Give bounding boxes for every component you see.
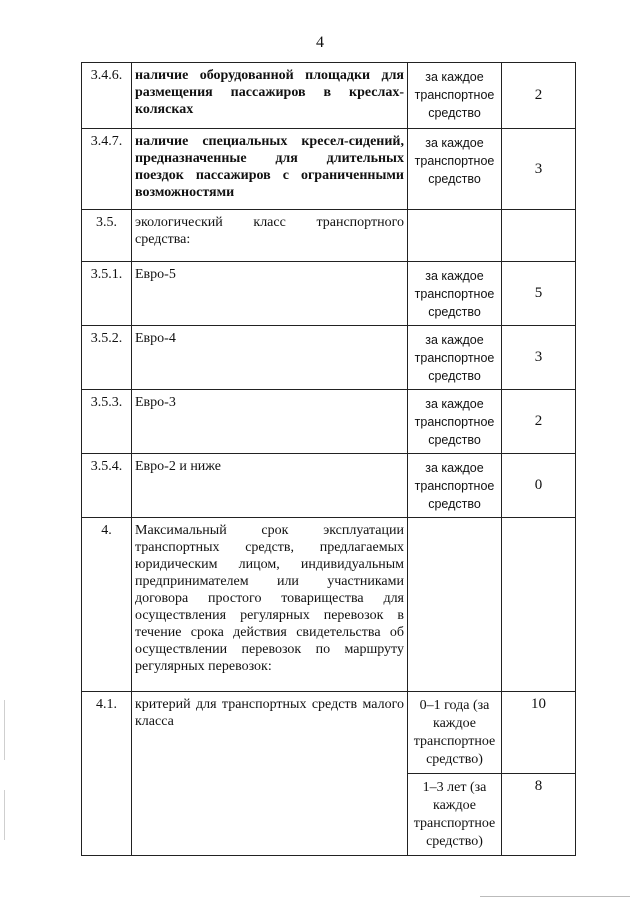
- table-row: [82, 518, 576, 692]
- scan-edge-line: [4, 700, 5, 760]
- table-row: [82, 326, 576, 390]
- row-score: 8: [502, 774, 576, 856]
- table-row: [82, 129, 576, 210]
- row-unit: за каждое транспортное средство: [408, 262, 502, 326]
- row-unit: 0–1 года (за каждое транспортное средство): [408, 692, 502, 774]
- row-score: 3: [502, 326, 576, 390]
- row-score: [502, 518, 576, 692]
- row-score: [502, 210, 576, 262]
- table-row: [82, 692, 576, 774]
- row-number: 3.4.7.: [82, 129, 132, 210]
- page-number: 4: [316, 34, 324, 51]
- row-description: Евро-3: [132, 390, 408, 454]
- row-number: 3.5.3.: [82, 390, 132, 454]
- row-description: наличие специальных кресел-сидений, предназначенные для длительных поездок пассажиров с ограниченными возможностями: [132, 129, 408, 210]
- row-description: экологический класс транспортного средства:: [132, 210, 408, 262]
- row-unit: за каждое транспортное средство: [408, 326, 502, 390]
- row-score: 0: [502, 454, 576, 518]
- row-unit: за каждое транспортное средство: [408, 63, 502, 129]
- row-description: Евро-2 и ниже: [132, 454, 408, 518]
- row-number: 3.5.4.: [82, 454, 132, 518]
- table-row: [82, 63, 576, 129]
- row-unit: [408, 518, 502, 692]
- row-number: 3.5.: [82, 210, 132, 262]
- row-unit: [408, 210, 502, 262]
- row-unit: 1–3 лет (за каждое транспортное средство): [408, 774, 502, 856]
- row-description: Евро-5: [132, 262, 408, 326]
- row-number: 3.4.6.: [82, 63, 132, 129]
- row-number: 3.5.2.: [82, 326, 132, 390]
- scan-edge-line: [4, 790, 5, 840]
- row-number: 4.1.: [82, 692, 132, 856]
- row-unit: за каждое транспортное средство: [408, 454, 502, 518]
- scan-artifact-line: [480, 896, 630, 897]
- row-description: Евро-4: [132, 326, 408, 390]
- row-score: 2: [502, 390, 576, 454]
- row-score: 3: [502, 129, 576, 210]
- row-score: 5: [502, 262, 576, 326]
- table-row: [82, 210, 576, 262]
- row-description: Максимальный срок эксплуатации транспортных средств, предлагаемых юридическим лицом, индивидуальным предпринимателем или участниками договора простого товарищества для осуществления регулярных перевозок в течение срока действия свидетельства об осуществлении перевозок по маршруту регулярных перевозок:: [132, 518, 408, 692]
- row-number: 4.: [82, 518, 132, 692]
- table-row: [82, 454, 576, 518]
- table-row: [82, 390, 576, 454]
- row-score: 10: [502, 692, 576, 774]
- row-unit: за каждое транспортное средство: [408, 129, 502, 210]
- row-number: 3.5.1.: [82, 262, 132, 326]
- row-unit: за каждое транспортное средство: [408, 390, 502, 454]
- row-description: наличие оборудованной площадки для размещения пассажиров в креслах-колясках: [132, 63, 408, 129]
- row-description: критерий для транспортных средств малого класса: [132, 692, 408, 856]
- criteria-table: [81, 62, 576, 856]
- table-row: [82, 262, 576, 326]
- row-score: 2: [502, 63, 576, 129]
